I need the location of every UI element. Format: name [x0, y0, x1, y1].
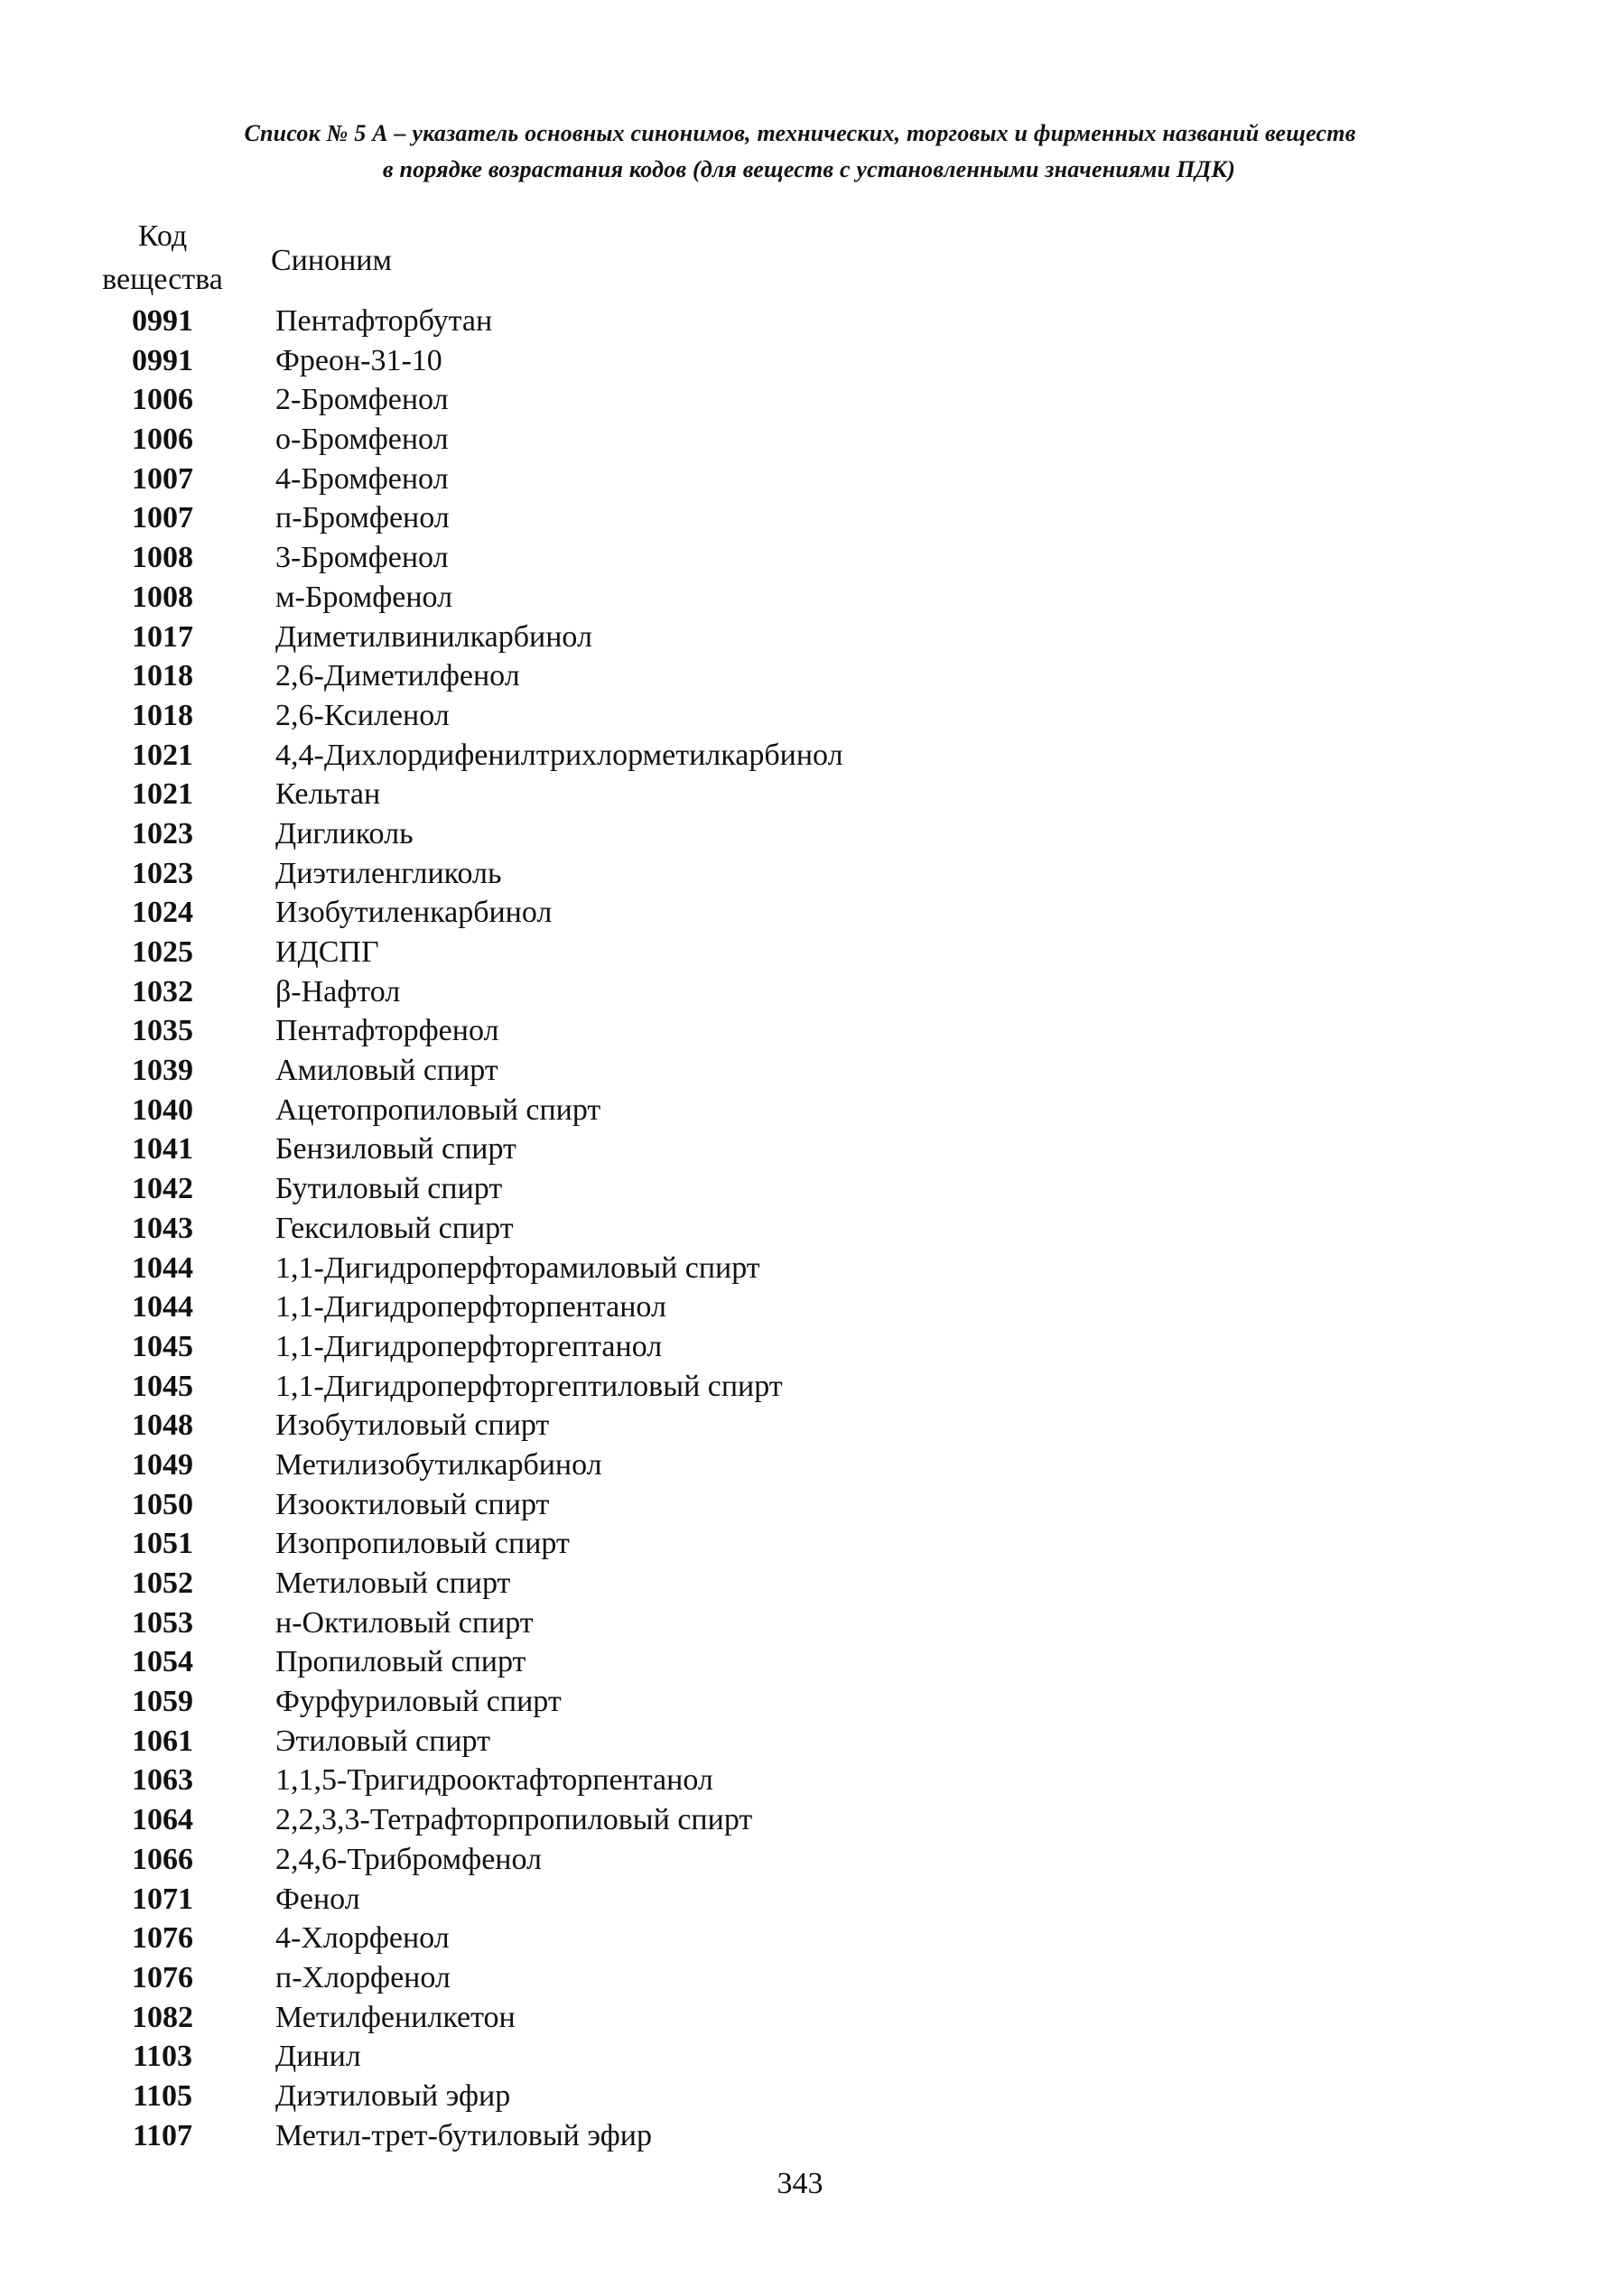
- substance-synonym: Гексиловый спирт: [275, 1211, 514, 1245]
- substance-code: 1064: [132, 1803, 193, 1837]
- substance-synonym: Фреон-31-10: [275, 343, 442, 377]
- substance-synonym: Ацетопропиловый спирт: [275, 1092, 601, 1127]
- substance-code: 1061: [132, 1724, 193, 1758]
- substance-code: 1008: [132, 541, 193, 575]
- substance-code: 1021: [132, 777, 193, 812]
- table-row: [90, 736, 1354, 776]
- column-header-code: [90, 215, 235, 302]
- substance-synonym: Изооктиловый спирт: [275, 1487, 550, 1521]
- substance-synonym: 3-Бромфенол: [275, 541, 449, 575]
- substance-code: 1023: [132, 816, 193, 851]
- substance-code: 1042: [132, 1172, 193, 1206]
- substance-synonym: 4,4-Дихлордифенилтрихлорметилкарбинол: [275, 738, 843, 772]
- table-row: [90, 1485, 1354, 1525]
- substance-synonym: Диэтиловый эфир: [275, 2078, 511, 2113]
- table-row: [90, 578, 1354, 618]
- substance-synonym: Метилизобутилкарбинол: [275, 1447, 602, 1482]
- substance-code: 1045: [132, 1369, 193, 1403]
- table-row: [90, 814, 1354, 854]
- substance-code: 1043: [132, 1211, 193, 1245]
- substance-code: 1076: [132, 1921, 193, 1956]
- table-row: [90, 1800, 1354, 1840]
- substance-synonym: 2,6-Ксиленол: [275, 698, 450, 732]
- table-row: [90, 380, 1354, 420]
- table-row: [90, 1564, 1354, 1603]
- column-header-code-line-1: Код: [137, 219, 188, 253]
- table-row: [90, 1919, 1354, 1958]
- table-row: [90, 1209, 1354, 1249]
- substance-synonym: 1,1-Дигидроперфторгептиловый спирт: [275, 1369, 783, 1403]
- substance-synonym: п-Бромфенол: [275, 501, 450, 535]
- substance-code: 1076: [132, 1960, 193, 1994]
- substance-synonym: Динил: [275, 2040, 361, 2074]
- substance-synonym: 2,4,6-Трибромфенол: [275, 1842, 542, 1876]
- substance-code: 1107: [132, 2118, 193, 2152]
- substance-code: 1048: [132, 1408, 193, 1443]
- substance-code: 1049: [132, 1447, 193, 1482]
- substance-synonym: Пентафторфенол: [275, 1014, 499, 1048]
- substance-code: 1052: [132, 1566, 193, 1600]
- list-title: [0, 116, 1600, 188]
- substance-code: 1071: [132, 1882, 193, 1916]
- table-row: [90, 1169, 1354, 1209]
- substance-code: 1044: [132, 1290, 193, 1325]
- table-row: [90, 420, 1354, 460]
- substance-synonym: о-Бромфенол: [275, 423, 449, 457]
- page-number: 343: [777, 2167, 823, 2200]
- substance-code: 1044: [132, 1250, 193, 1285]
- substance-synonym: Изопропиловый спирт: [275, 1527, 570, 1561]
- substance-code: 1006: [132, 423, 193, 457]
- substance-code: 1082: [132, 2000, 193, 2034]
- table-row: [90, 1445, 1354, 1485]
- table-row: [90, 618, 1354, 657]
- substance-code: 1040: [132, 1092, 193, 1127]
- table-row: [90, 1091, 1354, 1130]
- table-row: [90, 893, 1354, 933]
- substance-synonym: Метил-трет-бутиловый эфир: [275, 2118, 652, 2152]
- substance-synonym: Пентафторбутан: [275, 304, 493, 338]
- substance-synonym: 2-Бромфенол: [275, 383, 449, 417]
- substance-code: 1053: [132, 1605, 193, 1640]
- substance-code: 1059: [132, 1685, 193, 1719]
- substance-synonym: Этиловый спирт: [275, 1724, 490, 1758]
- substance-synonym: Метиловый спирт: [275, 1566, 511, 1600]
- table-row: [90, 1880, 1354, 1920]
- column-header-code-line-2: вещества: [102, 263, 223, 296]
- table-row: [90, 1761, 1354, 1800]
- substance-synonym: Метилфенилкетон: [275, 2000, 516, 2034]
- substance-synonym: Бензиловый спирт: [275, 1132, 516, 1167]
- table-row: [90, 1682, 1354, 1722]
- table-row: [90, 498, 1354, 538]
- table-row: [90, 2077, 1354, 2116]
- substance-synonym: м-Бромфенол: [275, 580, 453, 614]
- table-row: [90, 1327, 1354, 1367]
- table-row: [90, 1840, 1354, 1880]
- substance-code: 1008: [132, 580, 193, 614]
- table-row: [90, 1406, 1354, 1445]
- table-row: [90, 1603, 1354, 1643]
- table-row: [90, 1642, 1354, 1682]
- substance-code: 1017: [132, 619, 193, 654]
- column-header-synonym: Синоним: [271, 244, 392, 277]
- table-row: [90, 1051, 1354, 1091]
- substance-synonym: Фурфуриловый спирт: [275, 1685, 562, 1719]
- substance-synonym: Дигликоль: [275, 816, 414, 851]
- table-row: [90, 1524, 1354, 1564]
- substance-synonym: Пропиловый спирт: [275, 1645, 526, 1679]
- table-row: [90, 2037, 1354, 2077]
- substance-synonym: п-Хлорфенол: [275, 1960, 451, 1994]
- table-body: [90, 302, 1354, 2155]
- substance-code: 1018: [132, 659, 193, 693]
- substance-synonym: н-Октиловый спирт: [275, 1605, 534, 1640]
- table-row: [90, 538, 1354, 578]
- substance-code: 1007: [132, 501, 193, 535]
- substance-code: 1050: [132, 1487, 193, 1521]
- substance-code: 1035: [132, 1014, 193, 1048]
- substance-synonym: 1,1-Дигидроперфторамиловый спирт: [275, 1250, 760, 1285]
- substance-synonym: 1,1-Дигидроперфторгептанол: [275, 1329, 663, 1363]
- substance-synonym: Амиловый спирт: [275, 1054, 498, 1088]
- substance-synonym: Диэтиленгликоль: [275, 856, 502, 890]
- substance-synonym: ИДСПГ: [275, 935, 379, 969]
- table-row: [90, 1011, 1354, 1051]
- substance-synonym: Диметилвинилкарбинол: [275, 619, 592, 654]
- substance-code: 0991: [132, 343, 193, 377]
- substance-code: 1018: [132, 698, 193, 732]
- table-row: [90, 656, 1354, 696]
- list-title-line-2: в порядке возрастания кодов (для веществ с установленными значениями ПДК): [382, 156, 1236, 182]
- substance-synonym: Изобутиловый спирт: [275, 1408, 550, 1443]
- table-row: [90, 1998, 1354, 2038]
- table-header: [90, 215, 1354, 302]
- table-row: [90, 1367, 1354, 1407]
- substance-synonym: Фенол: [275, 1882, 360, 1916]
- table-row: [90, 1958, 1354, 1998]
- table-row: [90, 302, 1354, 341]
- table-row: [90, 775, 1354, 814]
- substance-synonym: 1,1-Дигидроперфторпентанол: [275, 1290, 666, 1325]
- substance-synonym: β-Нафтол: [275, 974, 401, 1009]
- substance-code: 1007: [132, 461, 193, 496]
- table-row: [90, 696, 1354, 736]
- table-row: [90, 1722, 1354, 1762]
- substance-synonym: 4-Хлорфенол: [275, 1921, 450, 1956]
- substance-synonym: 1,1,5-Тригидрооктафторпентанол: [275, 1763, 713, 1798]
- synonym-table: [90, 215, 1354, 2152]
- substance-synonym: 4-Бромфенол: [275, 461, 449, 496]
- table-row: [90, 1129, 1354, 1169]
- table-row: [90, 460, 1354, 499]
- substance-synonym: 2,2,3,3-Тетрафторпропиловый спирт: [275, 1803, 753, 1837]
- substance-code: 1063: [132, 1763, 193, 1798]
- substance-code: 1051: [132, 1527, 193, 1561]
- substance-code: 0991: [132, 304, 193, 338]
- table-row: [90, 1249, 1354, 1288]
- substance-code: 1045: [132, 1329, 193, 1363]
- table-row: [90, 933, 1354, 972]
- substance-code: 1041: [132, 1132, 193, 1167]
- table-row: [90, 2116, 1354, 2156]
- substance-code: 1066: [132, 1842, 193, 1876]
- substance-code: 1032: [132, 974, 193, 1009]
- substance-code: 1006: [132, 383, 193, 417]
- table-row: [90, 341, 1354, 381]
- list-title-line-1: Список № 5 А – указатель основных синонимов, технических, торговых и фирменных названий веществ: [244, 120, 1356, 146]
- substance-synonym: 2,6-Диметилфенол: [275, 659, 520, 693]
- substance-code: 1024: [132, 896, 193, 930]
- substance-code: 1103: [132, 2040, 193, 2074]
- substance-code: 1023: [132, 856, 193, 890]
- table-row: [90, 1287, 1354, 1327]
- substance-code: 1021: [132, 738, 193, 772]
- substance-code: 1054: [132, 1645, 193, 1679]
- substance-synonym: Бутиловый спирт: [275, 1172, 503, 1206]
- table-row: [90, 854, 1354, 894]
- substance-code: 1105: [132, 2078, 193, 2113]
- substance-code: 1039: [132, 1054, 193, 1088]
- substance-code: 1025: [132, 935, 193, 969]
- table-row: [90, 972, 1354, 1012]
- substance-synonym: Кельтан: [275, 777, 381, 812]
- substance-synonym: Изобутиленкарбинол: [275, 896, 553, 930]
